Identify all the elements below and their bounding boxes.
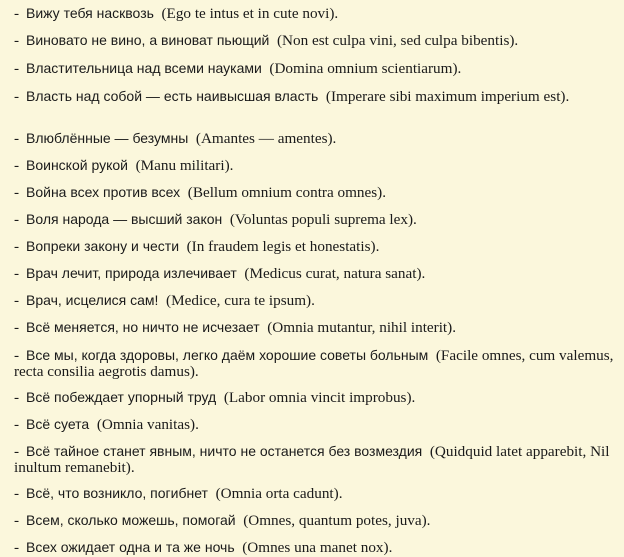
quote-item <box>14 60 614 77</box>
latin-phrase: (Omnes una manet nox). <box>242 539 393 556</box>
russian-phrase: Виновато не вино, а виноват пьющий <box>26 32 270 48</box>
latin-phrase: (Omnia mutantur, nihil interit). <box>267 319 457 336</box>
quote-item <box>14 157 614 174</box>
list-dash: - <box>14 265 20 282</box>
quote-item <box>14 265 614 282</box>
list-dash: - <box>14 60 20 77</box>
list-dash: - <box>14 157 20 174</box>
latin-phrase: (Omnes, quantum potes, juva). <box>243 512 431 529</box>
latin-phrase: (Medicus curat, natura sanat). <box>244 265 426 282</box>
latin-phrase: (Imperare sibi maximum imperium est). <box>325 88 570 105</box>
list-dash: - <box>14 485 20 502</box>
quote-item <box>14 238 614 255</box>
list-dash: - <box>14 184 20 201</box>
latin-phrase: (Voluntas populi suprema lex). <box>229 211 417 228</box>
list-dash: - <box>14 539 20 556</box>
quote-item <box>14 389 614 406</box>
latin-phrase: (Omnia vanitas). <box>96 416 199 433</box>
latin-phrase: (Quidquid latet apparebit, Nil inultum remanebit). <box>14 443 610 476</box>
russian-phrase: Врач лечит, природа излечивает <box>26 265 237 281</box>
quote-item <box>14 88 614 105</box>
quote-item <box>14 443 614 476</box>
quote-item <box>14 512 614 529</box>
russian-phrase: Всё меняется, но ничто не исчезает <box>26 319 260 335</box>
russian-phrase: Все мы, когда здоровы, легко даём хорошие советы больным <box>26 347 429 363</box>
list-dash: - <box>14 5 20 22</box>
latin-phrase: (Amantes — amentes). <box>195 130 337 147</box>
quote-item <box>14 5 614 22</box>
russian-phrase: Всё побеждает упорный труд <box>26 389 217 405</box>
quote-item <box>14 485 614 502</box>
quote-item <box>14 32 614 49</box>
quote-item <box>14 416 614 433</box>
russian-phrase: Всё тайное станет явным, ничто не останется без возмездия <box>26 443 423 459</box>
quote-item <box>14 184 614 201</box>
russian-phrase: Война всех против всех <box>26 184 181 200</box>
list-dash: - <box>14 238 20 255</box>
russian-phrase: Врач, исцелися сам! <box>26 292 159 308</box>
list-dash: - <box>14 130 20 147</box>
latin-phrase: (Ego te intus et in cute novi). <box>161 5 339 22</box>
russian-phrase: Влюблённые — безумны <box>26 130 189 146</box>
list-dash: - <box>14 211 20 228</box>
russian-phrase: Власть над собой — есть наивысшая власть <box>26 88 319 104</box>
quote-item <box>14 319 614 336</box>
quote-item <box>14 211 614 228</box>
latin-phrase: (Omnia orta cadunt). <box>215 485 343 502</box>
list-dash: - <box>14 347 20 364</box>
russian-phrase: Воинской рукой <box>26 157 128 173</box>
quote-item <box>14 292 614 309</box>
latin-phrase: (Manu militari). <box>135 157 234 174</box>
latin-phrase: (In fraudem legis et honestatis). <box>186 238 380 255</box>
list-dash: - <box>14 512 20 529</box>
list-dash: - <box>14 32 20 49</box>
quote-item <box>14 347 614 380</box>
list-dash: - <box>14 88 20 105</box>
russian-phrase: Вижу тебя насквозь <box>26 5 154 21</box>
list-dash: - <box>14 443 20 460</box>
russian-phrase: Всех ожидает одна и та же ночь <box>26 539 235 555</box>
latin-phrase: (Domina omnium scientiarum). <box>269 60 462 77</box>
latin-phrase: (Medice, cura te ipsum). <box>166 292 315 309</box>
russian-phrase: Властительница над всеми науками <box>26 60 262 76</box>
latin-phrase: (Labor omnia vincit improbus). <box>223 389 416 406</box>
russian-phrase: Вопреки закону и чести <box>26 238 180 254</box>
russian-phrase: Всем, сколько можешь, помогай <box>26 512 236 528</box>
list-dash: - <box>14 292 20 309</box>
latin-phrase: (Facile omnes, cum valemus, recta consilia aegrotis damus). <box>14 347 614 380</box>
latin-phrase: (Non est culpa vini, sed culpa bibentis). <box>276 32 519 49</box>
russian-phrase: Всё, что возникло, погибнет <box>26 485 208 501</box>
list-dash: - <box>14 319 20 336</box>
russian-phrase: Воля народа — высший закон <box>26 211 223 227</box>
list-dash: - <box>14 416 20 433</box>
quote-item <box>14 539 614 556</box>
list-dash: - <box>14 389 20 406</box>
quote-item <box>14 130 614 147</box>
latin-phrase: (Bellum omnium contra omnes). <box>187 184 387 201</box>
russian-phrase: Всё суета <box>26 416 90 432</box>
